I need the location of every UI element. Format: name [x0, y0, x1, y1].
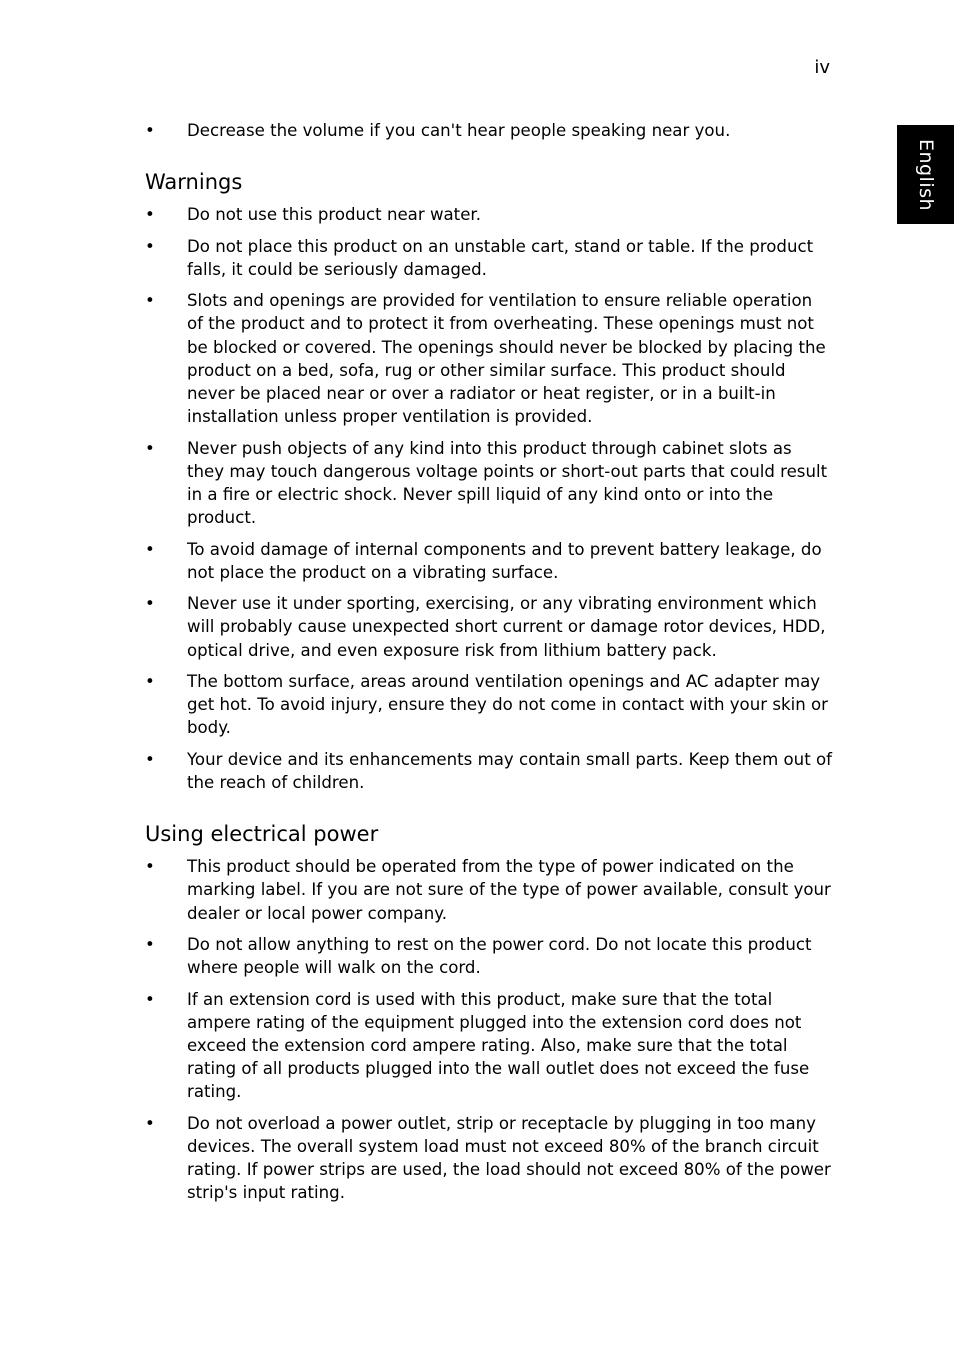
list-item: • To avoid damage of internal components and to prevent battery leakage, do not place the product on a vibrating surface.: [145, 538, 833, 584]
list-item: • Decrease the volume if you can't hear people speaking near you.: [145, 119, 833, 142]
list-item: • Never use it under sporting, exercising, or any vibrating environment which will probably cause unexpected short current or damage rotor devices, HDD, optical drive, and even exposure risk from lithium battery pack.: [145, 592, 833, 662]
intro-list: [145, 119, 833, 142]
electrical-power-heading: Using electrical power: [145, 822, 379, 847]
warnings-section: [145, 169, 833, 794]
electrical-power-list: [145, 855, 833, 1204]
warnings-heading: Warnings: [145, 170, 243, 195]
list-item: • The bottom surface, areas around ventilation openings and AC adapter may get hot. To avoid injury, ensure they do not come in contact with your skin or body.: [145, 670, 833, 740]
list-item: • This product should be operated from the type of power indicated on the marking label. If you are not sure of the type of power available, consult your dealer or local power company.: [145, 855, 833, 925]
page-number: iv: [814, 57, 830, 78]
language-tab: [897, 125, 954, 224]
language-tab-label: English: [914, 138, 937, 211]
list-item: • Never push objects of any kind into this product through cabinet slots as they may touch dangerous voltage points or short-out parts that could result in a fire or electric shock. Never spill liquid of any kind onto or into the product.: [145, 437, 833, 530]
list-item: • If an extension cord is used with this product, make sure that the total ampere rating of the equipment plugged into the extension cord does not exceed the extension cord ampere rating. Also, make sure that the total rating of all products plugged into the wall outlet does not exceed the fuse rating.: [145, 988, 833, 1104]
list-item: • Do not allow anything to rest on the power cord. Do not locate this product where people will walk on the cord.: [145, 933, 833, 979]
electrical-power-section: [145, 821, 833, 1204]
page-content: [145, 119, 833, 1205]
list-item: • Do not use this product near water.: [145, 203, 833, 226]
list-item: • Do not place this product on an unstable cart, stand or table. If the product falls, it could be seriously damaged.: [145, 235, 833, 281]
list-item: • Do not overload a power outlet, strip or receptacle by plugging in too many devices. The overall system load must not exceed 80% of the branch circuit rating. If power strips are used, the load should not exceed 80% of the power strip's input rating.: [145, 1112, 833, 1205]
list-item: • Slots and openings are provided for ventilation to ensure reliable operation of the product and to protect it from overheating. These openings must not be blocked or covered. The openings should never be blocked by placing the product on a bed, sofa, rug or other similar surface. This product should never be placed near or over a radiator or heat register, or in a built-in installation unless proper ventilation is provided.: [145, 289, 833, 428]
list-item: • Your device and its enhancements may contain small parts. Keep them out of the reach of children.: [145, 748, 833, 794]
warnings-list: [145, 203, 833, 794]
